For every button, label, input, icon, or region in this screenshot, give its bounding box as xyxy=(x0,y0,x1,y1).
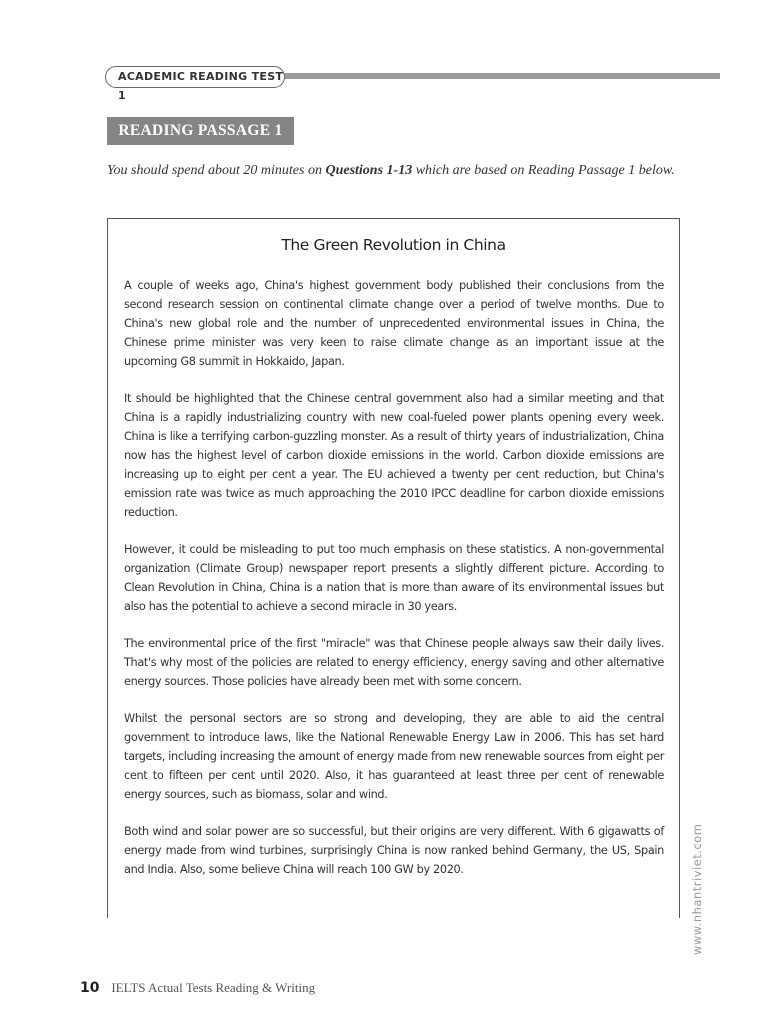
watermark: www.nhantriviet.com xyxy=(690,823,704,955)
passage-paragraph: Both wind and solar power are so successful, but their origins are very different. With 6 gigawatts of energy made from wind turbines, surprisingly China is now ranked behind Germany, the US, Spain and India. Also, some believe China will reach 100 GW by 2020. xyxy=(124,825,664,876)
instructions-text-before: You should spend about 20 minutes on xyxy=(107,163,326,178)
passage-banner: READING PASSAGE 1 xyxy=(107,117,294,145)
passage-paragraph: Whilst the personal sectors are so strong and developing, they are able to aid the central government to introduce laws, like the National Renewable Energy Law in 2006. This has set hard targets, including increasing the amount of energy made from new renewable sources from eight per cent to fifteen per cent until 2020. Also, it has guaranteed at least three per cent of renewable energy sources, such as biomass, solar and wind. xyxy=(124,712,664,801)
passage-paragraph: However, it could be misleading to put too much emphasis on these statistics. A non-governmental organization (Climate Group) newspaper report presents a slightly different picture. According to Clean Revolution in China, China is a nation that is more than aware of its environmental issues but also has the potential to achieve a second miracle in 30 years. xyxy=(124,543,664,613)
passage-paragraph: It should be highlighted that the Chinese central government also had a similar meeting and that China is a rapidly industrializing country with new coal-fueled power plants opening every week. China is like a terrifying carbon-guzzling monster. As a result of thirty years of industrialization, China now has the highest level of carbon dioxide emissions in the world. Carbon dioxide emissions are increasing up to eight per cent a year. The EU achieved a twenty per cent reduction, but China's emission rate was twice as much approaching the 2010 IPCC deadline for carbon dioxide emissions reduction. xyxy=(124,392,664,519)
header-rule xyxy=(283,73,720,79)
series-title: IELTS Actual Tests Reading & Writing xyxy=(111,980,316,995)
passage-paragraph: The environmental price of the first "miracle" was that Chinese people always saw their daily lives. That's why most of the policies are related to energy efficiency, energy saving and other alternative energy sources. Those policies have already been met with some concern. xyxy=(124,637,664,688)
page-footer xyxy=(80,980,315,996)
instructions xyxy=(107,160,682,182)
instructions-questions-range: Questions 1-13 xyxy=(325,163,413,178)
passage-body xyxy=(124,276,664,897)
page-number: 10 xyxy=(80,980,100,996)
passage-title: The Green Revolution in China xyxy=(281,236,506,254)
test-header-label: ACADEMIC READING TEST 1 xyxy=(105,66,285,88)
passage-box xyxy=(107,218,680,918)
instructions-text-after: which are based on Reading Passage 1 below. xyxy=(412,163,675,178)
passage-paragraph: A couple of weeks ago, China's highest government body published their conclusions from the second research session on continental climate change over a period of twelve months. Due to China's new global role and the number of unprecedented environmental issues in China, the Chinese prime minister was very keen to raise climate change as an important issue at the upcoming G8 summit in Hokkaido, Japan. xyxy=(124,279,664,368)
